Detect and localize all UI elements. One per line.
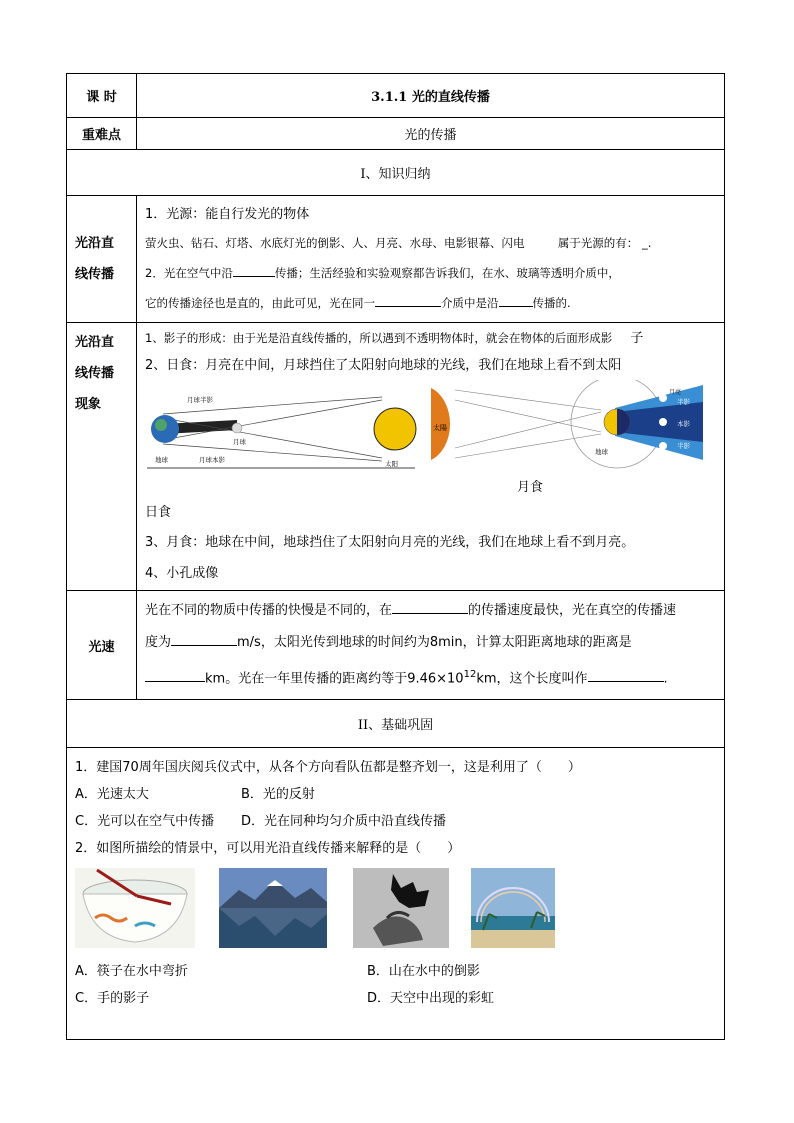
key-points-label: 重难点 [67,118,137,150]
lunar-label-half: 半影 [677,398,690,406]
row1-line3-a: 2．光在空气中沿 [145,266,233,280]
row2-label [67,323,137,591]
shadow-text: 1、影子的形成：由于光是沿直线传播的，所以遇到不透明物体时，就会在物体的后面形成影 [145,331,613,345]
label-moon: 月球 [233,438,246,446]
q1-option-a[interactable]: A．光速太大 [75,787,149,803]
lunar-label-half2: 半影 [677,442,690,450]
row1-line4 [145,288,716,318]
key-points-row [67,118,725,150]
blank-1[interactable] [233,263,275,277]
questions-content [67,748,725,1040]
shadow-text-end: 子 [630,331,644,346]
header-row [67,74,725,118]
row3-line3-a: km。光在一年里传播的距离约等于9.46×10 [205,671,464,687]
blank-7[interactable] [588,668,664,682]
row3-line1 [145,595,716,627]
solar-caption: 日食 [145,505,172,520]
light-source-question: 属于光源的有： [557,236,639,250]
eclipse-figures [145,380,716,500]
row1-line3-b: 传播；生活经验和实验观察都告诉我们，在水、玻璃等透明介质中， [274,266,620,280]
row1-line4-c: 传播的. [532,296,571,310]
q1-option-b[interactable]: B．光的反射 [241,787,315,803]
lesson-table [66,73,725,1040]
row3-label: 光速 [67,591,137,700]
q2-options-ab [75,958,716,985]
row2-line4: 4、小孔成像 [145,566,219,581]
lunar-label-moon: 月亮 [669,389,682,396]
blank-6[interactable] [145,668,205,682]
row1-line4-b: 介质中是沿 [441,296,499,310]
blank-2[interactable] [375,293,441,307]
blank-3[interactable] [499,293,533,307]
q1-option-d[interactable]: D．光在同种均匀介质中沿直线传播 [241,814,447,830]
row3-line2-a: 度为 [145,635,172,650]
q2-option-a[interactable]: A．筷子在水中弯折 [75,964,188,980]
row3-line2-b: m/s，太阳光传到地球的时间约为8min，计算太阳距离地球的距离是 [237,635,632,650]
label-earth: 地球 [155,456,168,464]
label-penumbra: 月球半影 [187,396,213,404]
row3-content [137,591,725,700]
q2-images [75,862,716,958]
blank-5[interactable] [171,632,237,646]
lunar-eclipse-diagram [431,380,703,470]
questions-row [67,748,725,1040]
section1-row [67,150,725,196]
hand-shadow-image [353,868,449,948]
row2-line1 [145,325,716,352]
row1-line3 [145,258,716,288]
row2-label-b: 线传播 [75,366,115,381]
knowledge-row [67,196,725,323]
speed-row [67,591,725,700]
key-points-value: 光的传播 [137,118,725,150]
row1-line1: 1．光源：能自行发光的物体 [145,207,310,222]
row2-line3: 3、月食：地球在中间，地球挡住了太阳射向月亮的光线，我们在地球上看不到月亮。 [145,535,635,550]
q2-option-b[interactable]: B．山在水中的倒影 [367,964,480,980]
q2-option-c[interactable]: C．手的影子 [75,991,150,1007]
row1-label [67,196,137,323]
lesson-title: 3.1.1 光的直线传播 [137,74,725,118]
row2-content [137,323,725,591]
section2-row [67,700,725,748]
light-source-list: 萤火虫、钻石、灯塔、水底灯光的倒影、人、月亮、水母、电影银幕、闪电 [145,236,525,250]
row1-line4-a: 它的传播途径也是直的，由此可见，光在同一 [145,296,375,310]
row1-content [137,196,725,323]
row3-line2 [145,627,716,659]
row3-line3-c: . [663,671,668,687]
section1-heading: I、知识归纳 [67,150,725,196]
row3-line1-b: 的传播速度最快，光在真空的传播速 [468,603,677,618]
question-1: 1．建国70周年国庆阅兵仪式中，从各个方向看队伍都是整齐划一，这是利用了（ ） [75,760,581,776]
q2-option-d[interactable]: D．天空中出现的彩虹 [367,991,495,1007]
question-2: 2．如图所描绘的情景中，可以用光沿直线传播来解释的是（ ） [75,841,461,857]
row2-line2: 2、日食：月亮在中间，月球挡住了太阳射向地球的光线，我们在地球上看不到太阳 [145,358,622,373]
row3-line1-a: 光在不同的物质中传播的快慢是不同的，在 [145,603,393,618]
q2-options-cd [75,985,716,1012]
row3-line3-b: km，这个长度叫作 [476,671,588,687]
blank-4[interactable] [392,600,468,614]
label-umbra: 月球本影 [199,456,225,464]
label-sun: 太阳 [385,460,398,468]
moon-circle [232,423,242,433]
q1-option-c[interactable]: C．光可以在空气中传播 [75,814,215,830]
lunar-label-sun: 太陽 [433,424,447,432]
section2-heading: II、基础巩固 [67,700,725,748]
row2-label-c: 现象 [75,397,102,412]
period-label: 课 时 [67,74,137,118]
row1-label-a: 光沿直 [75,236,115,251]
row1-label-b: 线传播 [75,267,115,282]
sun-circle [374,408,416,450]
row1-line2 [145,228,716,258]
light-source-blank: _. [641,236,652,250]
solar-eclipse-diagram [147,392,419,472]
row3-line3 [145,659,716,695]
q1-options-ab [75,781,716,808]
lunar-caption: 月食 [517,480,544,495]
phenomena-row [67,323,725,591]
rainbow-image [471,868,555,948]
mountain-reflection-image [219,868,327,948]
row2-label-a: 光沿直 [75,335,115,350]
row3-exponent: 12 [463,669,477,680]
lunar-label-earth: 地球 [595,448,608,456]
q1-options-cd [75,808,716,835]
bowl-chopstick-image [75,868,195,948]
lunar-label-full: 本影 [677,420,690,428]
